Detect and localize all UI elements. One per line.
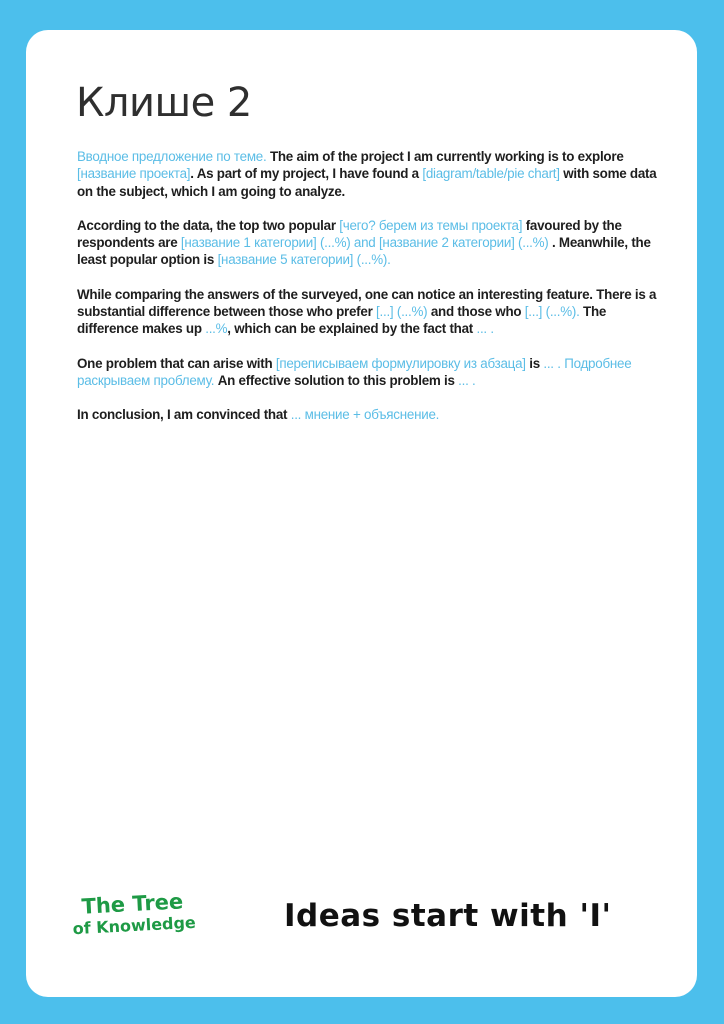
placeholder-text: [название 1 категории] (...%) and [название 2 категории] (...%) [180, 235, 549, 251]
body-text: While comparing the answers of the surveyed, one can notice an interesting feature. There is a substantial difference between those who prefer [77, 286, 657, 320]
body-text: An effective solution to this problem is [214, 372, 459, 388]
placeholder-text: [diagram/table/pie chart] [422, 166, 560, 182]
placeholder-text: [переписываем формулировку из абзаца] [275, 355, 526, 371]
body-text: favoured by the respondents are [77, 217, 622, 251]
placeholder-text: [название проекта] [77, 166, 191, 182]
logo-line-1: The Tree [80, 889, 184, 919]
paragraph-4 [77, 355, 662, 390]
body-text: One problem that can arise with [77, 355, 276, 371]
placeholder-text: ...% [205, 321, 228, 337]
body-text: According to the data, the top two popular [77, 217, 340, 233]
logo-line-2: of Knowledge [72, 912, 197, 939]
body-text: with some data on the subject, which I am going to analyze. [77, 166, 657, 199]
body-text: is [525, 355, 544, 371]
placeholder-text: [чего? берем из темы проекта] [339, 217, 523, 233]
paragraph-1 [77, 148, 662, 200]
body-text: The aim of the project I am currently working is to explore [266, 149, 624, 164]
placeholder-text: [...] (...%) [376, 304, 428, 320]
placeholder-text: Подробнее раскрываем проблему. [77, 355, 632, 388]
placeholder-text: [название 5 категории] (...%). [217, 252, 391, 268]
paragraph-3 [77, 286, 662, 338]
tagline: Ideas start with 'I' [284, 898, 612, 934]
placeholder-text: ... мнение + объяснение. [290, 407, 440, 423]
placeholder-text: [...] (...%). [524, 304, 580, 320]
page-card [26, 30, 697, 997]
page-title: Клише 2 [76, 80, 252, 126]
body-text: . Meanwhile, the least popular option is [77, 235, 651, 268]
paragraph-5 [77, 406, 662, 423]
placeholder-text: Вводное предложение по теме. [77, 149, 267, 164]
placeholder-text: ... . [543, 355, 561, 371]
body-text: The difference makes up [77, 304, 607, 337]
template-text [77, 148, 662, 441]
tree-of-knowledge-logo [71, 889, 196, 938]
body-text: In conclusion, I am convinced that [77, 407, 291, 423]
placeholder-text: ... . [458, 372, 476, 388]
body-text: . As part of my project, I have found a [190, 166, 423, 182]
placeholder-text: ... . [476, 321, 494, 337]
body-text: and those who [427, 304, 525, 320]
body-text: , which can be explained by the fact that [227, 321, 477, 337]
paragraph-2 [77, 217, 662, 269]
